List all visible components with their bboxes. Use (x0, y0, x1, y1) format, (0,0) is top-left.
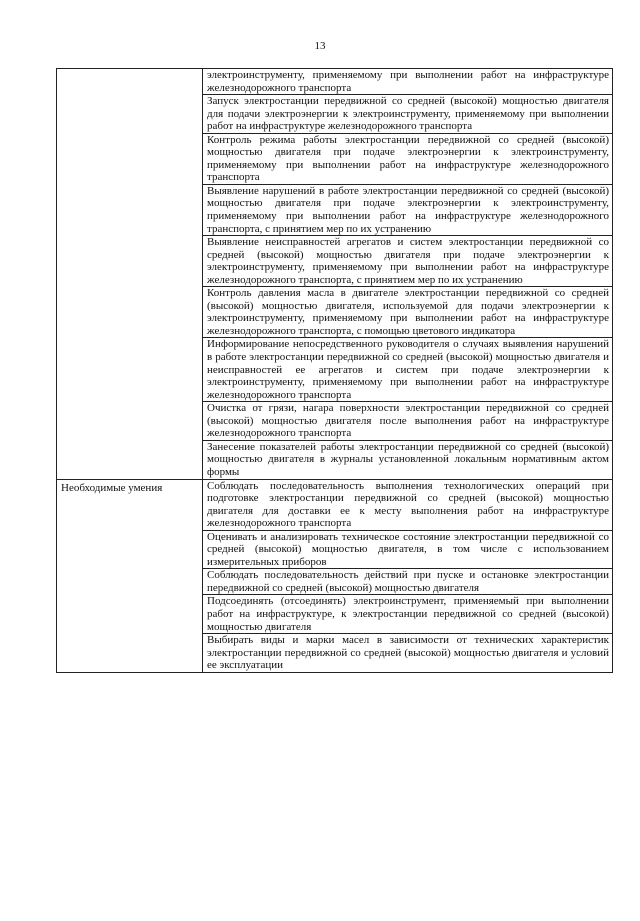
table-row (57, 479, 613, 530)
table-cell: Информирование непосредственного руководителя о случаях выявления нарушений в работе электростанции передвижной со средней (высокой) мощностью двигателя и неисправностей ее агрегатов и систем при подаче электроэнергии к электроинструменту, применяемому при выполнении работ на инфраструктуре железнодорожного транспорта (203, 338, 613, 402)
table-cell: Очистка от грязи, нагара поверхности электростанции передвижной со средней (высокой) мощностью двигателя после выполнения работ на инфраструктуре железнодорожного транспорта (203, 402, 613, 441)
table-cell: Запуск электростанции передвижной со средней (высокой) мощностью двигателя для подачи электроэнергии к электроинструменту, применяемому при выполнении работ на инфраструктуре железнодорожного транспорта (203, 95, 613, 134)
table-cell: электроинструменту, применяемому при выполнении работ на инфраструктуре железнодорожного транспорта (203, 69, 613, 95)
table-cell: Занесение показателей работы электростанции передвижной со средней (высокой) мощностью двигателя в журналы установленной локальным нормативным актом формы (203, 440, 613, 479)
page-number: 13 (314, 40, 326, 52)
table-cell: Оценивать и анализировать техническое состояние электростанции передвижной со средней (высокой) мощностью двигателя, в том числе с использованием измерительных приборов (203, 530, 613, 569)
table-cell: Подсоединять (отсоединять) электроинструмент, применяемый при выполнении работ на инфраструктуре, к электростанции передвижной со средней (высокой) мощностью двигателя (203, 595, 613, 634)
table-row (57, 69, 613, 95)
table-cell: Контроль режима работы электростанции передвижной со средней (высокой) мощностью двигателя при подаче электроэнергии к электроинструменту, применяемому при выполнении работ на инфраструктуре железнодорожного транспорта (203, 133, 613, 184)
table-cell: Выявление неисправностей агрегатов и систем электростанции передвижной со средней (высокой) мощностью двигателя при подаче электроэнергии к электроинструменту, применяемому при выполнении работ на инфраструктуре железнодорожного транспорта, с принятием мер по их устранению (203, 236, 613, 287)
table-cell: Соблюдать последовательность действий при пуске и остановке электростанции передвижной со средней (высокой) мощностью двигателя (203, 569, 613, 595)
table-cell: Соблюдать последовательность выполнения технологических операций при подготовке электростанции передвижной со средней (высокой) мощностью двигателя для доставки ее к месту выполнения работ на инфраструктуре железнодорожного транспорта (203, 479, 613, 530)
table-cell: Выявление нарушений в работе электростанции передвижной со средней (высокой) мощностью двигателя при подаче электроэнергии к электроинструменту, применяемому при выполнении работ на инфраструктуре железнодорожного транспорта, с принятием мер по их устранению (203, 184, 613, 235)
section-label-labor-actions (57, 69, 203, 480)
section-label-required-skills: Необходимые умения (57, 479, 203, 672)
table-cell: Выбирать виды и марки масел в зависимости от технических характеристик электростанции передвижной со средней (высокой) мощностью двигателя и условий ее эксплуатации (203, 634, 613, 673)
table-cell: Контроль давления масла в двигателе электростанции передвижной со средней (высокой) мощностью двигателя, используемой для подачи электроэнергии к электроинструменту, применяемому при выполнении работ на инфраструктуре железнодорожного транспорта, с помощью цветового индикатора (203, 287, 613, 338)
requirements-table (56, 68, 613, 673)
